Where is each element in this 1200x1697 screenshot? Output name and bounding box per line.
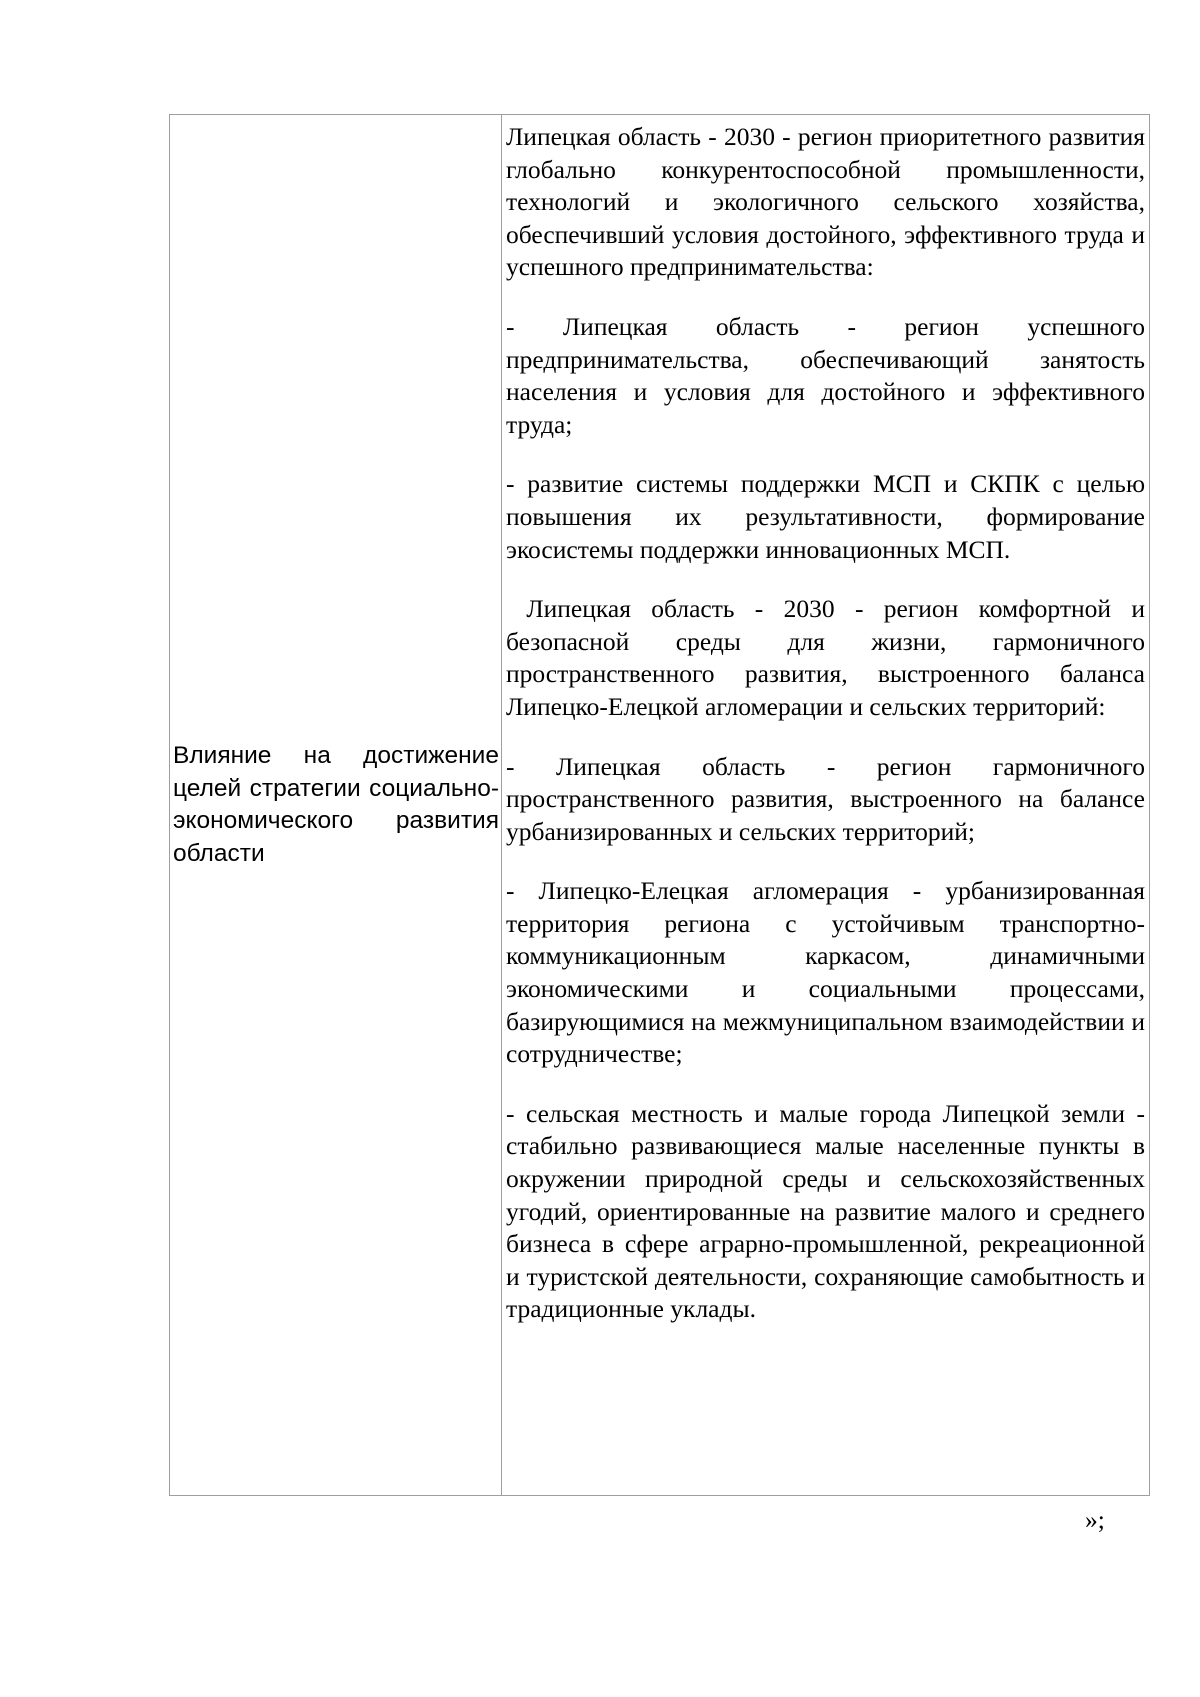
content-paragraphs bbox=[502, 115, 1152, 1326]
table-cell-label bbox=[170, 115, 502, 1496]
paragraph: - Липецкая область - регион гармоничного пространственного развития, выстроенного на балансе урбанизированных и сельских территорий; bbox=[506, 751, 1145, 846]
content-table bbox=[169, 114, 1150, 1496]
table-cell-content bbox=[502, 115, 1150, 1496]
paragraph: - сельская местность и малые города Липецкой земли - стабильно развивающиеся малые населенные пункты в окружении природной среды и сельскохозяйственных угодий, ориентированные на развитие малого и среднего бизнеса в сфере аграрно-промышленной, рекреационной и туристской деятельности, сохраняющие самобытность и традиционные уклады. bbox=[506, 1098, 1145, 1324]
paragraph: Липецкая область - 2030 - регион комфортной и безопасной среды для жизни, гармоничного пространственного развития, выстроенного баланса Липецко-Елецкой агломерации и сельских территорий: bbox=[506, 594, 1152, 721]
closing-quote-mark: »; bbox=[1085, 1505, 1105, 1534]
paragraph: - Липецкая область - регион успешного предпринимательства, обеспечивающий занятость населения и условия для достойного и эффективного труда; bbox=[506, 311, 1145, 439]
paragraph: - Липецко-Елецкая агломерация - урбанизированная территория региона с устойчивым транспортно-коммуникационным каркасом, динамичными экономическими и социальными процессами, базирующимися на межмуниципальном взаимодействии и сотрудничестве; bbox=[506, 876, 1145, 1069]
row-label-text: Влияние на достижение целей стратегии социально-экономического развития области bbox=[173, 742, 499, 867]
table-row bbox=[170, 115, 1150, 1496]
paragraph: - развитие системы поддержки МСП и СКПК с целью повышения их результативности, формирование экосистемы поддержки инновационных МСП. bbox=[506, 469, 1145, 564]
paragraph: Липецкая область - 2030 - регион приоритетного развития глобально конкурентоспособной промышленности, технологий и экологичного сельского хозяйства, обеспечивший условия достойного, эффективного труда и успешного предпринимательства: bbox=[506, 122, 1145, 282]
